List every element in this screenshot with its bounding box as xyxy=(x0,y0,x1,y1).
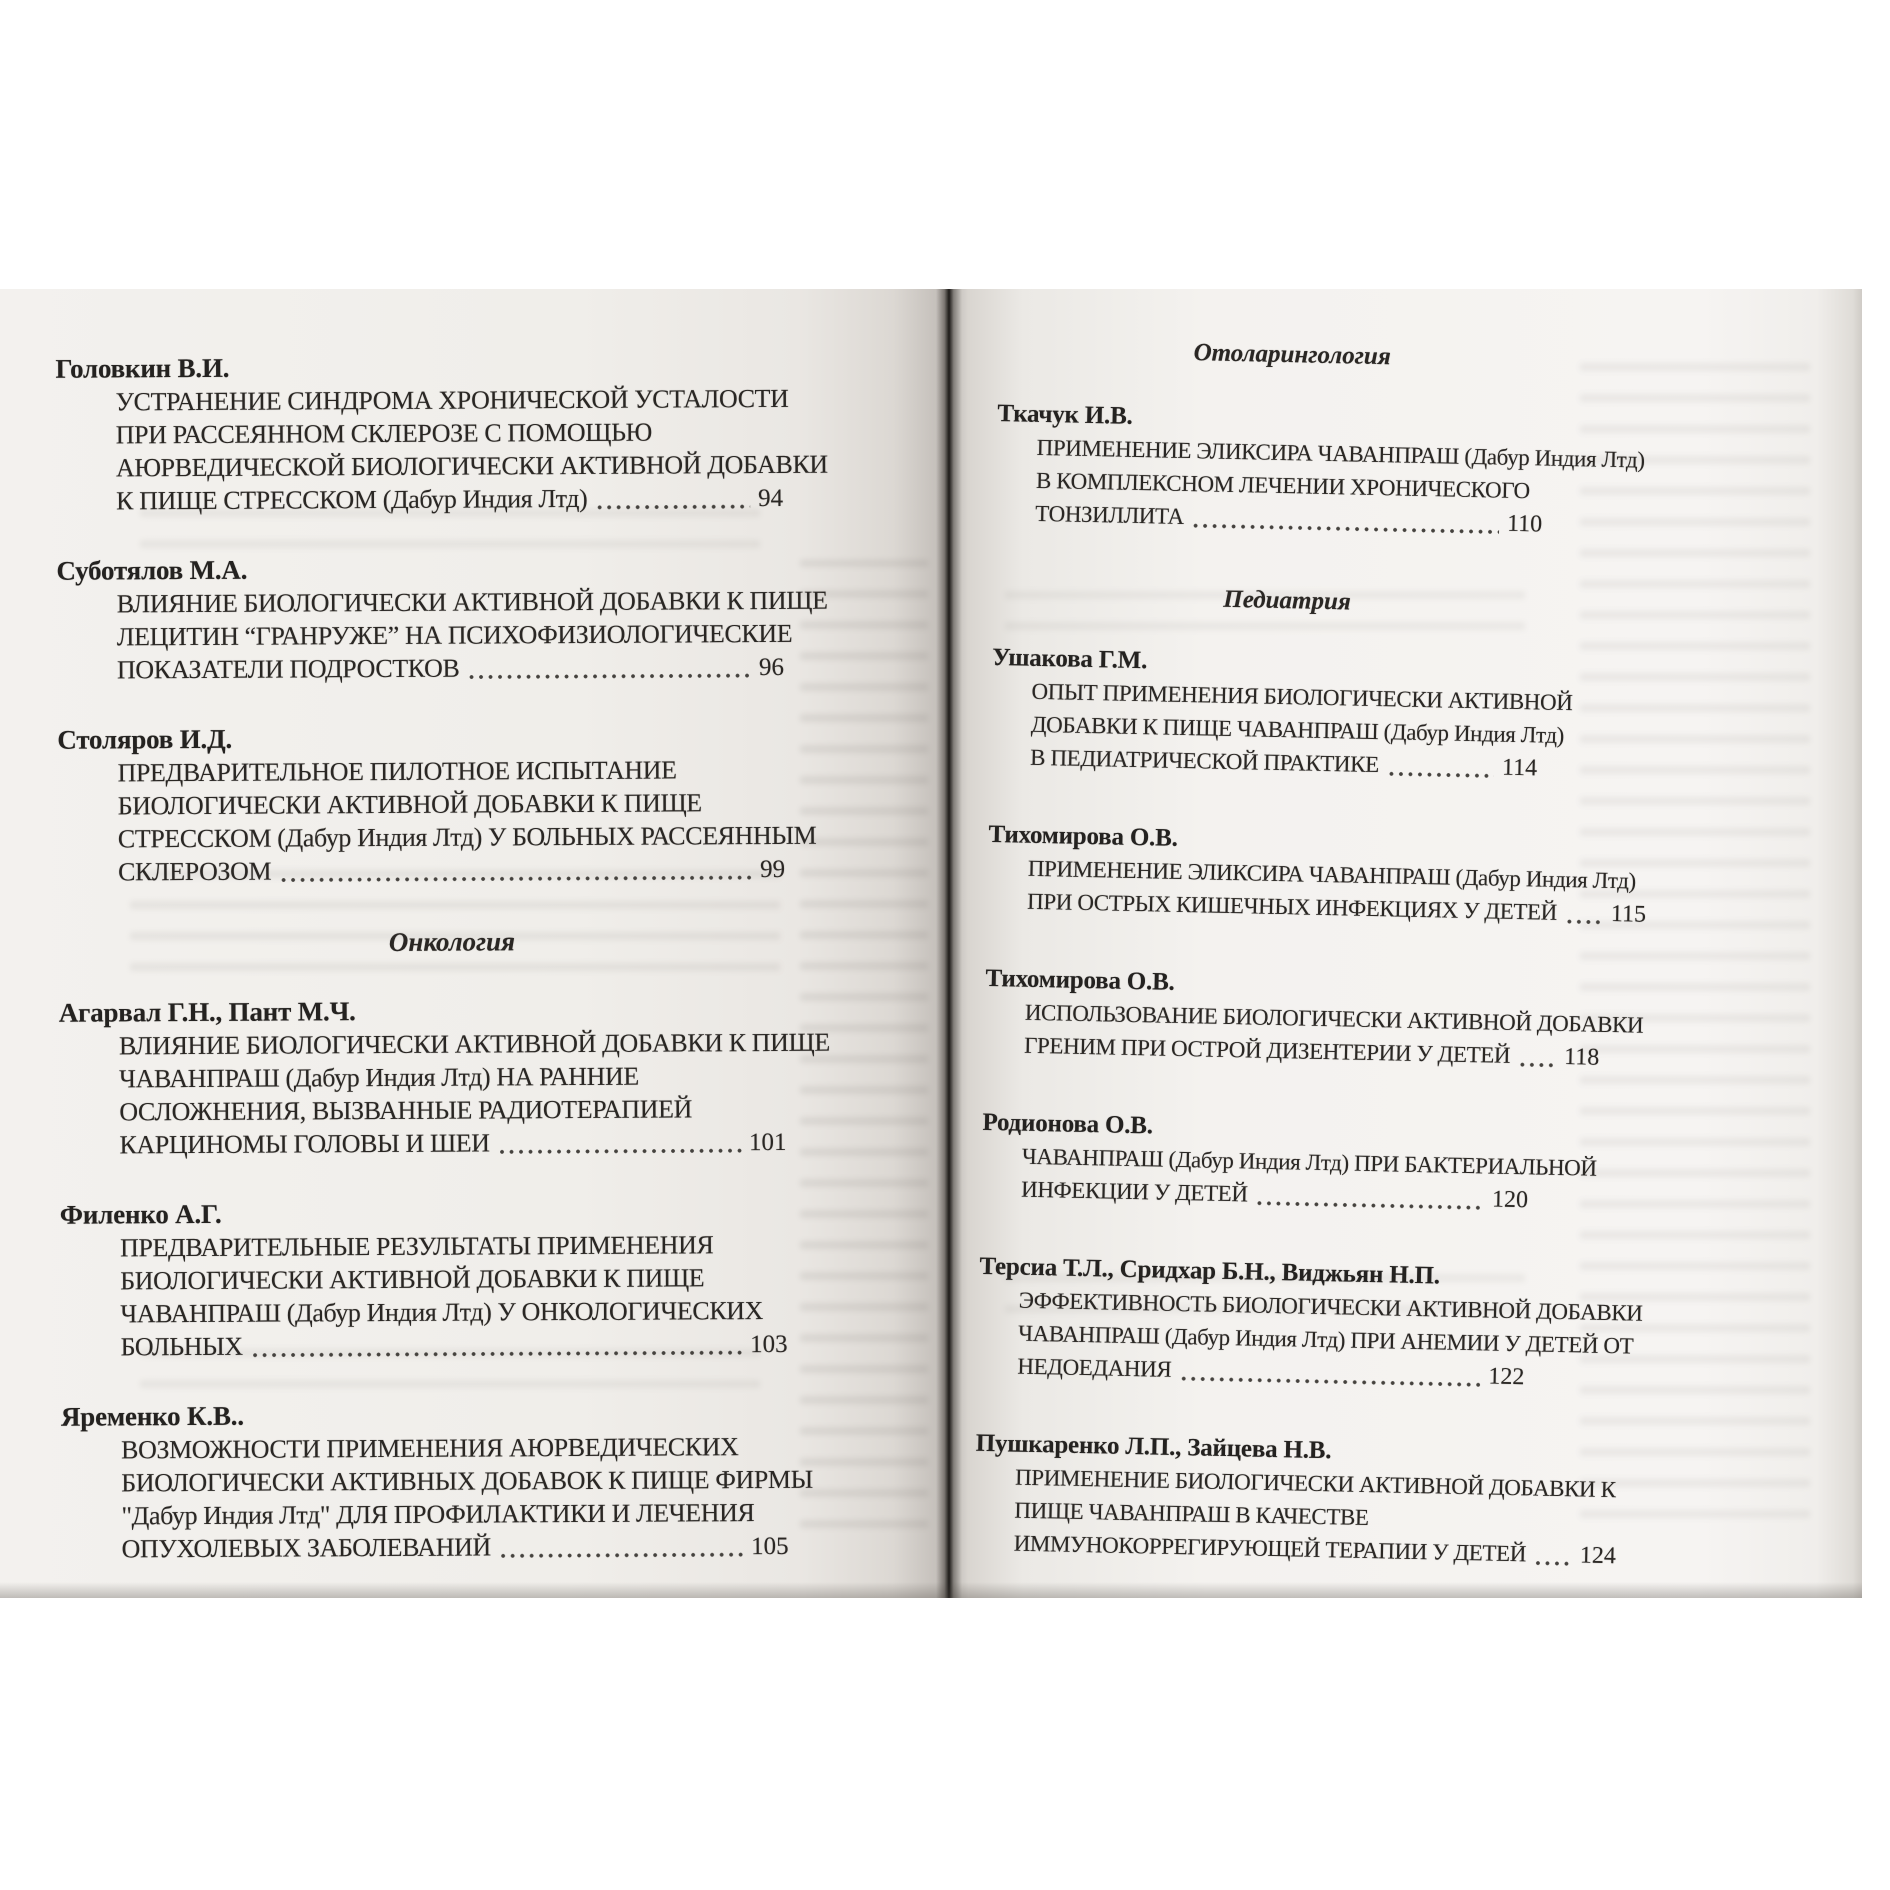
entry-authors: Пушкаренко Л.П., Зайцева Н.В. xyxy=(975,1429,1332,1465)
toc-entry xyxy=(55,349,828,519)
toc-entry xyxy=(990,641,1573,785)
toc-entry xyxy=(977,1250,1643,1394)
right-page-content xyxy=(922,289,1862,1659)
entry-title-line: НЕДОЕДАНИЯ xyxy=(1017,1353,1172,1382)
page-number: 99 xyxy=(759,855,786,884)
entry-title-line: ПРИ РАССЕЯННОМ СКЛЕРОЗЕ С ПОМОЩЬЮ xyxy=(115,417,652,450)
leader-dots xyxy=(597,504,750,510)
toc-entry xyxy=(57,720,817,890)
toc-entry xyxy=(987,818,1647,929)
entry-authors: Головкин В.И. xyxy=(55,352,230,384)
page-number: 118 xyxy=(1563,1044,1600,1071)
leader-dots xyxy=(501,1552,743,1558)
entry-title-line: КАРЦИНОМЫ ГОЛОВЫ И ШЕИ xyxy=(119,1128,490,1160)
entry-title-line: ЧАВАНПРАШ (Дабур Индия Лтд) ПРИ АНЕМИИ У ДЕТЕЙ ОТ xyxy=(1017,1320,1634,1359)
entry-title-line: ПРИМЕНЕНИЕ ЭЛИКСИРА ЧАВАНПРАШ (Дабур Индия Лтд) xyxy=(1027,855,1637,894)
entry-authors: Агарвал Г.Н., Пант М.Ч. xyxy=(58,996,356,1028)
entry-last-line xyxy=(122,1529,789,1566)
entry-title-line: ОСЛОЖНЕНИЯ, ВЫЗВАННЫЕ РАДИОТЕРАПИЕЙ xyxy=(119,1094,693,1127)
page-number: 110 xyxy=(1506,510,1543,538)
entry-titles xyxy=(56,382,828,519)
page-number: 94 xyxy=(758,484,784,513)
entry-title-line: ПРИМЕНЕНИЕ БИОЛОГИЧЕСКИ АКТИВНОЙ ДОБАВКИ К xyxy=(1014,1464,1616,1503)
toc-entry xyxy=(984,962,1644,1073)
entry-last-line xyxy=(118,852,785,889)
toc-entry xyxy=(981,1106,1597,1217)
entry-title-line: СТРЕССКОМ (Дабур Индия Лтд) У БОЛЬНЫХ РАССЕЯННЫМ xyxy=(117,820,817,854)
entry-authors: Филенко А.Г. xyxy=(59,1198,222,1230)
page-number: 120 xyxy=(1491,1186,1529,1214)
entry-titles xyxy=(57,584,828,688)
leader-dots xyxy=(1520,1062,1556,1068)
section-heading-oncology: Онкология xyxy=(388,926,516,957)
leader-dots xyxy=(1567,919,1603,925)
entry-title-line: БИОЛОГИЧЕСКИ АКТИВНОЙ ДОБАВКИ К ПИЩЕ xyxy=(117,788,702,821)
entry-last-line xyxy=(119,1125,786,1162)
entry-title-line: ОПЫТ ПРИМЕНЕНИЯ БИОЛОГИЧЕСКИ АКТИВНОЙ xyxy=(1031,678,1573,716)
entry-title-line: ЧАВАНПРАШ (Дабур Индия Лтд) НА РАННИЕ xyxy=(119,1061,639,1094)
leader-dots xyxy=(1181,1376,1480,1387)
left-page-content xyxy=(0,284,957,1662)
entry-authors: Тихомирова О.В. xyxy=(985,964,1175,996)
leader-dots xyxy=(281,875,752,882)
section-heading-pediatrics: Педиатрия xyxy=(1223,585,1352,616)
entry-titles xyxy=(59,1026,830,1163)
toc-entry xyxy=(58,993,830,1163)
entry-last-line xyxy=(116,481,783,518)
entry-titles xyxy=(61,1430,813,1567)
entry-title-line: ПОКАЗАТЕЛИ ПОДРОСТКОВ xyxy=(116,653,460,685)
entry-last-line xyxy=(117,650,784,687)
toc-entry xyxy=(60,1195,788,1365)
leader-dots xyxy=(469,673,751,679)
page-number: 122 xyxy=(1488,1363,1525,1391)
entry-title-line: ПРЕДВАРИТЕЛЬНОЕ ПИЛОТНОЕ ИСПЫТАНИЕ xyxy=(117,755,677,788)
entry-titles xyxy=(973,1460,1617,1571)
entry-title-line: ПИЩЕ ЧАВАНПРАШ В КАЧЕСТВЕ xyxy=(1014,1497,1369,1531)
toc-entry xyxy=(973,1427,1617,1571)
entry-title-line: АЮРВЕДИЧЕСКОЙ БИОЛОГИЧЕСКИ АКТИВНОЙ ДОБАВКИ xyxy=(115,449,828,483)
entry-title-line: ЛЕЦИТИН “ГРАНРУЖЕ” НА ПСИХОФИЗИОЛОГИЧЕСКИЕ xyxy=(116,618,793,652)
entry-authors: Тихомирова О.В. xyxy=(988,820,1178,852)
entry-authors: Столяров И.Д. xyxy=(57,723,233,755)
entry-title-line: УСТРАНЕНИЕ СИНДРОМА ХРОНИЧЕСКОЙ УСТАЛОСТИ xyxy=(115,383,789,417)
leader-dots xyxy=(500,1148,741,1154)
leader-dots xyxy=(253,1350,742,1358)
entry-title-line: ЧАВАНПРАШ (Дабур Индия Лтд) У ОНКОЛОГИЧЕСКИХ xyxy=(120,1296,764,1329)
entry-title-line: ПРИМЕНЕНИЕ ЭЛИКСИРА ЧАВАНПРАШ (Дабур Индия Лтд) xyxy=(1036,434,1645,473)
leader-dots xyxy=(1389,771,1494,778)
entry-title-line: ВОЗМОЖНОСТИ ПРИМЕНЕНИЯ АЮРВЕДИЧЕСКИХ xyxy=(121,1432,739,1465)
leader-dots xyxy=(1257,1201,1484,1211)
entry-titles xyxy=(981,1139,1597,1217)
entry-authors: Терсиа Т.Л., Сридхар Б.Н., Виджьян Н.П. xyxy=(979,1252,1441,1290)
page-number: 124 xyxy=(1579,1542,1617,1570)
section-heading-otolaryngology: Отоларингология xyxy=(1193,339,1392,371)
entry-authors: Ушакова Г.М. xyxy=(992,643,1148,675)
entry-title-line: ИСПОЛЬЗОВАНИЕ БИОЛОГИЧЕСКИ АКТИВНОЙ ДОБАВКИ xyxy=(1024,999,1644,1038)
entry-title-line: "Дабур Индия Лтд" ДЛЯ ПРОФИЛАКТИКИ И ЛЕЧЕНИЯ xyxy=(121,1498,755,1531)
entry-titles xyxy=(984,995,1644,1073)
right-page xyxy=(950,289,1862,1598)
entry-title-line: ИММУНОКОРРЕГИРУЮЩЕЙ ТЕРАПИИ У ДЕТЕЙ xyxy=(1013,1530,1527,1567)
entry-title-line: БОЛЬНЫХ xyxy=(120,1331,243,1362)
entry-titles xyxy=(990,674,1573,785)
entry-authors: Суботялов М.А. xyxy=(56,554,248,586)
entry-titles xyxy=(60,1228,788,1365)
entry-title-line: ВЛИЯНИЕ БИОЛОГИЧЕСКИ АКТИВНОЙ ДОБАВКИ К ПИЩЕ xyxy=(118,1027,830,1061)
page-number: 96 xyxy=(758,653,785,682)
entry-title-line: К ПИЩЕ СТРЕССКОМ (Дабур Индия Лтд) xyxy=(116,483,588,516)
page-number: 115 xyxy=(1610,900,1647,928)
entry-title-line: ВЛИЯНИЕ БИОЛОГИЧЕСКИ АКТИВНОЙ ДОБАВКИ К ПИЩЕ xyxy=(116,585,828,619)
entry-titles xyxy=(57,753,817,890)
entry-titles xyxy=(977,1283,1643,1394)
entry-title-line: В ПЕДИАТРИЧЕСКОЙ ПРАКТИКЕ xyxy=(1029,744,1380,778)
leader-dots xyxy=(1193,523,1499,534)
entry-title-line: ТОНЗИЛЛИТА xyxy=(1035,500,1184,529)
entry-authors: Яременко К.В.. xyxy=(60,1400,244,1432)
entry-title-line: СКЛЕРОЗОМ xyxy=(117,856,272,887)
page-number: 103 xyxy=(749,1330,788,1359)
entry-title-line: ИНФЕКЦИИ У ДЕТЕЙ xyxy=(1020,1176,1248,1207)
toc-entry xyxy=(56,551,828,688)
toc-entry xyxy=(60,1397,813,1567)
entry-title-line: В КОМПЛЕКСНОМ ЛЕЧЕНИИ ХРОНИЧЕСКОГО xyxy=(1035,467,1531,504)
page-number: 105 xyxy=(751,1532,789,1561)
page-number: 114 xyxy=(1501,754,1538,782)
entry-title-line: ПРИ ОСТРЫХ КИШЕЧНЫХ ИНФЕКЦИЯХ У ДЕТЕЙ xyxy=(1026,888,1558,925)
entry-titles xyxy=(995,430,1645,541)
entry-title-line: БИОЛОГИЧЕСКИ АКТИВНОЙ ДОБАВКИ К ПИЩЕ xyxy=(120,1263,705,1296)
left-page xyxy=(0,289,950,1598)
entry-title-line: ЧАВАНПРАШ (Дабур Индия Лтд) ПРИ БАКТЕРИАЛЬНОЙ xyxy=(1021,1143,1597,1181)
leader-dots xyxy=(1536,1561,1572,1567)
entry-title-line: БИОЛОГИЧЕСКИ АКТИВНЫХ ДОБАВОК К ПИЩЕ ФИРМЫ xyxy=(121,1464,813,1498)
entry-title-line: ЭФФЕКТИВНОСТЬ БИОЛОГИЧЕСКИ АКТИВНОЙ ДОБАВКИ xyxy=(1018,1287,1643,1326)
page-number: 101 xyxy=(748,1128,787,1157)
entry-last-line xyxy=(120,1327,787,1364)
entry-title-line: ПРЕДВАРИТЕЛЬНЫЕ РЕЗУЛЬТАТЫ ПРИМЕНЕНИЯ xyxy=(119,1230,714,1263)
entry-authors: Родионова О.В. xyxy=(982,1108,1154,1140)
entry-title-line: ГРЕНИМ ПРИ ОСТРОЙ ДИЗЕНТЕРИИ У ДЕТЕЙ xyxy=(1023,1032,1511,1068)
open-book xyxy=(0,289,1862,1598)
toc-entry xyxy=(995,397,1645,541)
entry-title-line: ОПУХОЛЕВЫХ ЗАБОЛЕВАНИЙ xyxy=(121,1532,491,1564)
entry-authors: Ткачук И.В. xyxy=(997,400,1133,430)
entry-title-line: ДОБАВКИ К ПИЩЕ ЧАВАНПРАШ (Дабур Индия Лтд) xyxy=(1030,711,1565,748)
entry-titles xyxy=(987,851,1647,929)
